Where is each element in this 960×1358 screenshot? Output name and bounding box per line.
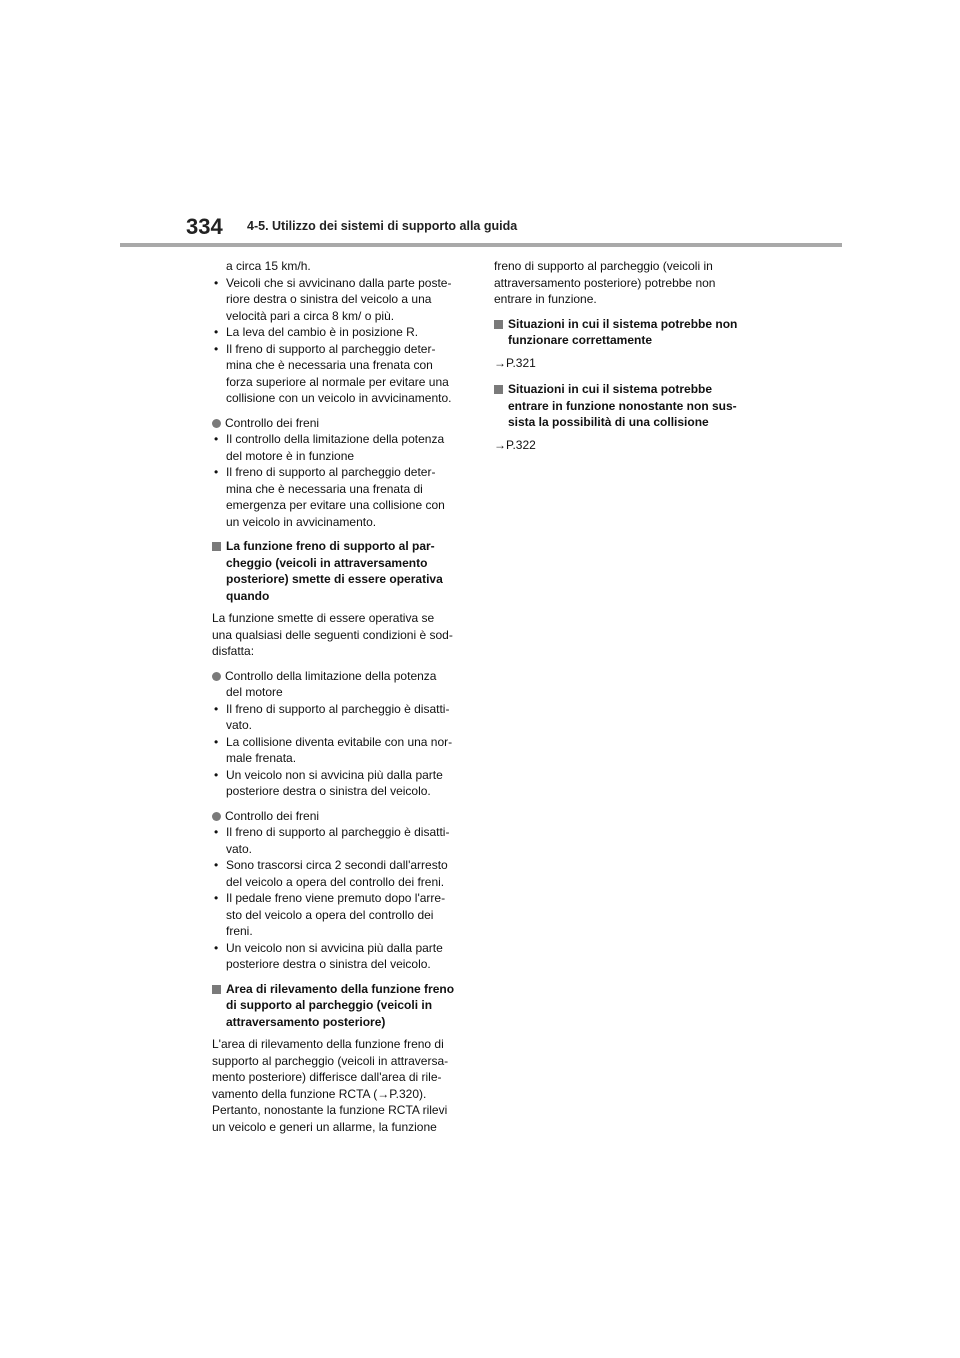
- brake-control-block-1: [212, 415, 470, 531]
- section-title: 4-5. Utilizzo dei sistemi di supporto alla guida: [247, 219, 518, 233]
- bullet-icon: •: [214, 891, 219, 905]
- bullet-icon: •: [214, 767, 219, 782]
- heading-stop-conditions: [212, 538, 470, 604]
- heading-line: Area di rilevamento della funzione freno: [212, 981, 470, 998]
- text-line: del veicolo a opera del controllo dei freni.: [226, 874, 445, 889]
- text-line: vamento della funzione RCTA (→P.320).: [212, 1086, 427, 1101]
- bullet-icon: •: [214, 734, 219, 749]
- right-column: [494, 258, 752, 463]
- text-line: vato.: [226, 718, 253, 732]
- text-line: una qualsiasi delle seguenti condizioni è sod-: [212, 627, 453, 642]
- bullet-item: [212, 824, 470, 857]
- bullet-icon: •: [214, 325, 219, 339]
- text-line: • La leva del cambio è in posizione R.: [214, 325, 419, 339]
- bullet-item: [212, 890, 470, 940]
- text-line: freno di supporto al parcheggio (veicoli in: [494, 259, 713, 273]
- square-bullet-icon: [494, 320, 503, 329]
- text-line: mina che è necessaria una frenata con: [226, 358, 433, 372]
- text-line: un veicolo e generi un allarme, la funzione: [212, 1119, 437, 1134]
- text-line: del motore: [226, 685, 283, 699]
- header-rule: [120, 243, 842, 247]
- area-text: [212, 1036, 470, 1135]
- heading-line: Situazioni in cui il sistema potrebbe: [494, 381, 752, 398]
- left-column: [212, 258, 470, 1143]
- heading-malfunction: [494, 316, 752, 349]
- bullet-icon: •: [214, 341, 219, 356]
- circle-item-title: Controllo dei freni: [212, 415, 470, 432]
- text-line: emergenza per evitare una collisione con: [226, 498, 445, 512]
- text-line: entrare in funzione.: [494, 292, 597, 306]
- text-line: sto del veicolo a opera del controllo dei: [226, 907, 434, 922]
- text-line: attraversamento posteriore) potrebbe non: [494, 275, 716, 290]
- page-number: 334: [186, 214, 223, 239]
- bullet-item: [212, 431, 470, 464]
- stop-text: [212, 610, 470, 660]
- text-line: • Veicoli che si avvicinano dalla parte poste-: [214, 275, 452, 290]
- text-line: forza superiore al normale per evitare una: [226, 374, 449, 389]
- text-line: • Un veicolo non si avvicina più dalla parte: [214, 940, 443, 955]
- heading-line: di supporto al parcheggio (veicoli in: [226, 998, 433, 1012]
- text-line: collisione con un veicolo in avvicinamento.: [226, 391, 452, 405]
- bullet-item: [212, 734, 470, 767]
- square-bullet-icon: [212, 542, 221, 551]
- circle-bullet-icon: [212, 672, 221, 681]
- text-line: disfatta:: [212, 644, 255, 658]
- bullet-item: [212, 324, 470, 341]
- bullet-icon: •: [214, 825, 219, 839]
- text-line: supporto al parcheggio (veicoli in attraversa-: [212, 1053, 449, 1068]
- conditions-block: [212, 258, 470, 407]
- page-reference-link[interactable]: →P.321: [494, 355, 536, 370]
- square-bullet-icon: [494, 385, 503, 394]
- text-line: freni.: [226, 924, 253, 938]
- text-line: mento posteriore) differisce dall'area di rile-: [212, 1070, 442, 1084]
- heading-line: attraversamento posteriore): [226, 1014, 386, 1029]
- bullet-item: [212, 701, 470, 734]
- heading-line: cheggio (veicoli in attraversamento: [226, 555, 428, 570]
- heading-line: posteriore) smette di essere operativa: [226, 572, 443, 586]
- heading-line: La funzione freno di supporto al par-: [212, 538, 470, 555]
- text-line: un veicolo in avvicinamento.: [226, 514, 377, 529]
- text-line: riore destra o sinistra del veicolo a una: [226, 292, 432, 306]
- text-line: • Sono trascorsi circa 2 secondi dall'arresto: [214, 858, 448, 872]
- text-line: del motore è in funzione: [226, 448, 355, 463]
- text-line: Pertanto, nonostante la funzione RCTA rilevi: [212, 1103, 448, 1117]
- bullet-item: [212, 275, 470, 325]
- power-control-block: [212, 668, 470, 800]
- text-line: • Il freno di supporto al parcheggio è disatti-: [214, 701, 450, 716]
- text-line: posteriore destra o sinistra del veicolo.: [226, 784, 431, 798]
- text-line: • Un veicolo non si avvicina più dalla parte: [214, 767, 443, 782]
- text-line: a circa 15 km/h.: [226, 259, 311, 273]
- bullet-icon: •: [214, 858, 219, 872]
- text-line: mina che è necessaria una frenata di: [226, 481, 423, 496]
- bullet-item: [212, 767, 470, 800]
- text-line: vato.: [226, 841, 253, 856]
- circle-bullet-icon: [212, 812, 221, 821]
- text-line: velocità pari a circa 8 km/ o più.: [226, 308, 395, 323]
- heading-line: entrare in funzione nonostante non sus-: [508, 398, 737, 413]
- circle-item-title: Controllo della limitazione della potenza: [212, 668, 470, 685]
- heading-line: quando: [226, 588, 270, 603]
- text-line: • Il pedale freno viene premuto dopo l'arre-: [214, 891, 446, 905]
- text-line: male frenata.: [226, 751, 297, 765]
- page-reference-link[interactable]: →P.322: [494, 437, 536, 452]
- square-bullet-icon: [212, 985, 221, 994]
- text-line: • La collisione diventa evitabile con una nor-: [214, 734, 453, 749]
- bullet-item: [212, 857, 470, 890]
- heading-line: Situazioni in cui il sistema potrebbe non: [494, 316, 752, 333]
- bullet-item: [212, 464, 470, 530]
- text-line: • Il controllo della limitazione della potenza: [214, 432, 445, 446]
- text-line: La funzione smette di essere operativa se: [212, 611, 435, 625]
- bullet-icon: •: [214, 465, 219, 479]
- text-line: • Il freno di supporto al parcheggio deter-: [214, 341, 436, 356]
- bullet-icon: •: [214, 275, 219, 290]
- heading-line: funzionare correttamente: [508, 333, 653, 347]
- text-line: • Il freno di supporto al parcheggio deter-: [214, 465, 436, 479]
- bullet-icon: •: [214, 701, 219, 716]
- text-line: posteriore destra o sinistra del veicolo.: [226, 957, 431, 971]
- bullet-item: [212, 940, 470, 973]
- bullet-icon: •: [214, 432, 219, 446]
- heading-line: sista la possibilità di una collisione: [508, 415, 709, 429]
- bullet-item: [212, 341, 470, 407]
- text-line: L'area di rilevamento della funzione freno di: [212, 1037, 444, 1051]
- heading-detection-area: [212, 981, 470, 1031]
- heading-unnecessary-operation: [494, 381, 752, 431]
- text-line: • Il freno di supporto al parcheggio è disatti-: [214, 825, 450, 839]
- brake-control-block-2: [212, 808, 470, 973]
- circle-bullet-icon: [212, 419, 221, 428]
- circle-item-title: Controllo dei freni: [212, 808, 470, 825]
- area-text-continued: [494, 258, 752, 308]
- bullet-icon: •: [214, 940, 219, 955]
